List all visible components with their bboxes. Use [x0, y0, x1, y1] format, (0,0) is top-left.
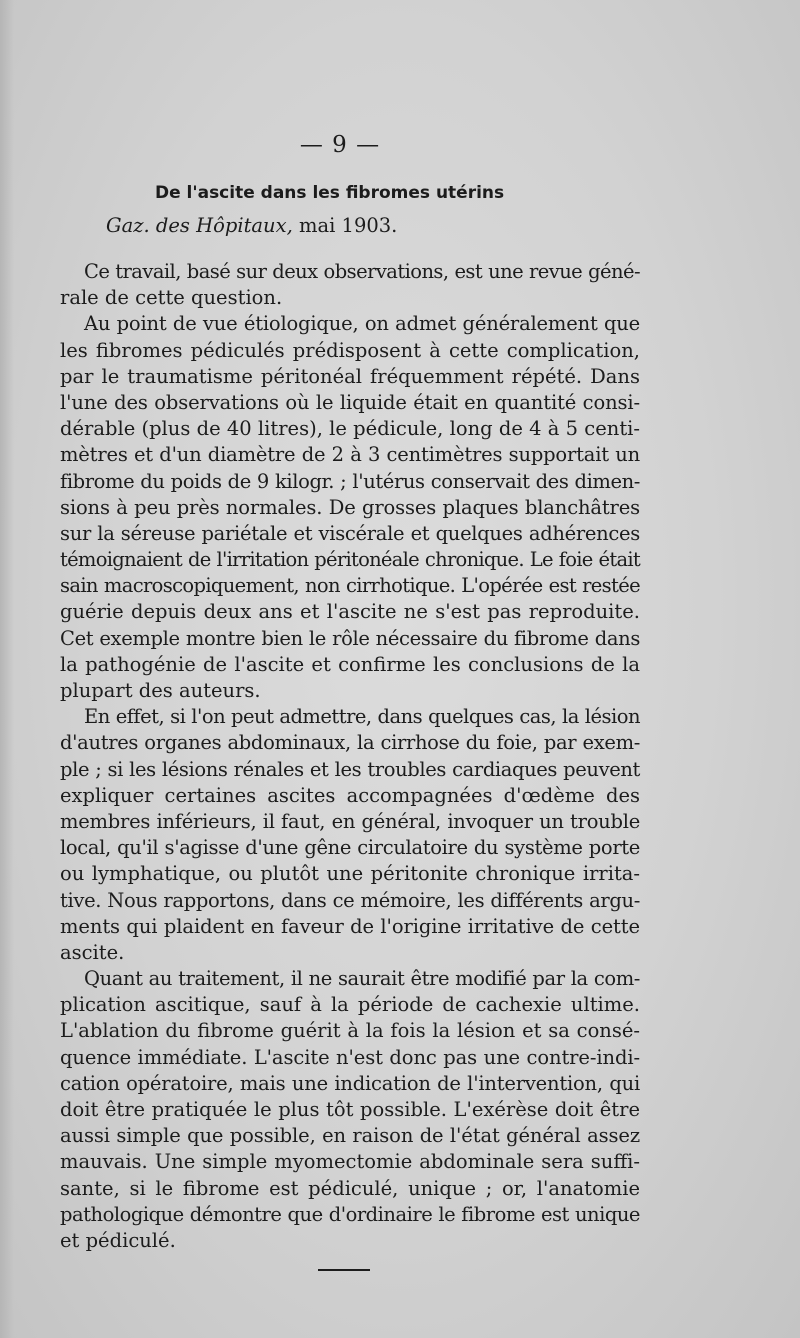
text-line: Quant au traitement, il ne saurait être modifié par la com- [84, 967, 640, 991]
source-journal: Gaz. des Hôpitaux, [106, 214, 293, 237]
end-rule [318, 1269, 370, 1271]
text-line: ascite. [60, 940, 125, 964]
paragraph [60, 704, 640, 966]
paragraph [60, 311, 640, 704]
text-line: Au point de vue étiologique, on admet généralement que [84, 312, 640, 336]
text-line: les fibromes pédiculés prédisposent à cette complication, [60, 338, 640, 362]
text-line: doit être pratiquée le plus tôt possible. L'exérèse doit être [60, 1098, 640, 1121]
text-line: sur la séreuse pariétale et viscérale et quelques adhérences [60, 521, 640, 545]
text-line: En effet, si l'on peut admettre, dans quelques cas, la lésion [84, 705, 640, 729]
text-line: guérie depuis deux ans et l'ascite ne s'est pas reproduite. [60, 600, 640, 624]
text-line: pathologique démontre que d'ordinaire le fibrome est unique [60, 1202, 640, 1226]
text-line: Cet exemple montre bien le rôle nécessaire du fibrome dans [60, 626, 640, 650]
article-title: De l'ascite dans les fibromes utérins [155, 183, 505, 203]
text-line: sante, si le fibrome est pédiculé, unique ; or, l'anatomie [60, 1176, 640, 1200]
article-body [60, 259, 640, 1254]
text-line: l'une des observations où le liquide était en quantité consi- [60, 390, 640, 414]
text-line: expliquer certaines ascites accompagnées d'œdème des [60, 783, 640, 807]
text-line: plication ascitique, sauf à la période de cachexie ultime. [60, 993, 640, 1017]
text-line: par le traumatisme péritonéal fréquemment répété. Dans [60, 364, 640, 388]
text-line: fibrome du poids de 9 kilogr. ; l'utérus conservait des dimen- [60, 469, 640, 493]
source-date: mai 1903. [299, 214, 398, 237]
text-line: membres inférieurs, il faut, en général, invoquer un trouble [60, 809, 640, 833]
text-line: Ce travail, basé sur deux observations, est une revue géné- [84, 260, 640, 283]
article-source [106, 214, 397, 237]
text-line: ou lymphatique, ou plutôt une péritonite chronique irrita- [60, 862, 640, 886]
text-line: aussi simple que possible, en raison de l'état général assez [60, 1124, 640, 1148]
text-line: sain macroscopiquement, non cirrhotique. L'opérée est restée [60, 574, 640, 598]
text-line: d'autres organes abdominaux, la cirrhose du foie, par exem- [60, 731, 640, 755]
text-line: local, qu'il s'agisse d'une gêne circulatoire du système porte [60, 836, 640, 860]
text-line: rale de cette question. [60, 286, 283, 310]
page-edge-shadow [0, 0, 14, 1338]
text-line: mauvais. Une simple myomectomie abdominale sera suffi- [60, 1150, 640, 1174]
page-number: — 9 — [299, 132, 381, 158]
text-line: mètres et d'un diamètre de 2 à 3 centimètres supportait un [60, 443, 640, 467]
paragraph [60, 259, 640, 311]
text-line: tive. Nous rapportons, dans ce mémoire, les différents argu- [60, 888, 640, 912]
paragraph [60, 966, 640, 1254]
text-line: dérable (plus de 40 litres), le pédicule, long de 4 à 5 centi- [60, 417, 640, 441]
text-line: témoignaient de l'irritation péritonéale chronique. Le foie était [60, 548, 640, 572]
text-line: quence immédiate. L'ascite n'est donc pas une contre-indi- [60, 1045, 640, 1069]
text-line: et pédiculé. [60, 1228, 176, 1252]
text-line: cation opératoire, mais une indication de l'intervention, qui [60, 1071, 640, 1095]
text-line: sions à peu près normales. De grosses plaques blanchâtres [60, 495, 640, 519]
text-line: plupart des auteurs. [60, 679, 261, 702]
text-line: ments qui plaident en faveur de l'origine irritative de cette [60, 914, 640, 938]
text-line: ple ; si les lésions rénales et les troubles cardiaques peuvent [60, 757, 640, 781]
text-line: L'ablation du fibrome guérit à la fois la lésion et sa consé- [60, 1019, 640, 1043]
text-line: la pathogénie de l'ascite et confirme les conclusions de la [60, 652, 640, 676]
